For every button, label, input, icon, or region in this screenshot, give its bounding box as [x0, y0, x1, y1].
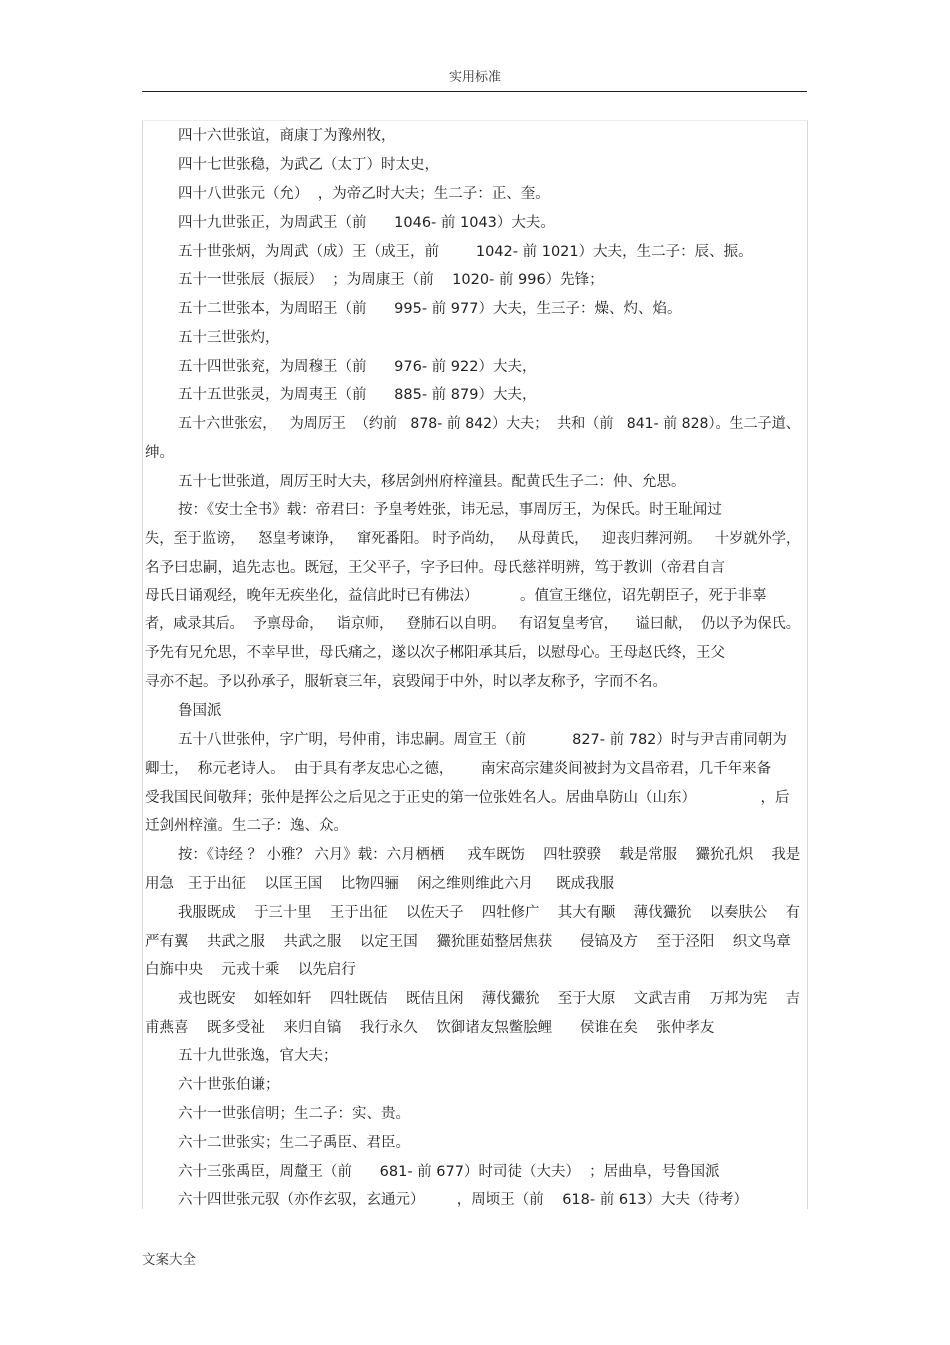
- text-line: 我服既成 于三十里 王于出征 以佐天子 四牡修广 其大有颙 薄伐玁狁 以奏肤公 有: [178, 905, 800, 921]
- text-line: 名予曰忠嗣，追先志也。既冠，王父平子，字予曰仲。母氏慈祥明辨，笃于教训（帝君自言: [145, 560, 725, 576]
- text-line: 四十七世张稳，为武乙（太丁）时太史，: [178, 157, 439, 173]
- text-line: 者，咸录其后。 予禀母命， 诣京师， 登肺石以自明。 有诏复皇考官， 谥曰献， 仍以予为保氏。: [145, 616, 800, 632]
- header-divider: [142, 91, 807, 92]
- text-line: 六十三张禹臣，周釐王（前 681- 前 677）时司徒（大夫） ；居曲阜，号鲁国派: [178, 1164, 720, 1180]
- text-line: 母氏日诵观经，晚年无疾坐化，益信此时已有佛法） 。值宣王继位，诏先朝臣子，死于非辜: [145, 588, 767, 604]
- text-line: 绅。: [145, 445, 174, 461]
- text-line: 白旆中央 元戎十乘 以先启行: [145, 962, 356, 978]
- text-line: 用急 王于出征 以匡王国 比物四骊 闲之维则维此六月 既成我服: [145, 876, 615, 892]
- page-footer-text: 文案大全: [142, 1252, 196, 1268]
- text-line: 严有翼 共武之服 共武之服 以定王国 玁狁匪茹整居焦获 侵镐及方 至于泾阳 织文鸟章: [145, 934, 791, 950]
- page-header-title: 实用标准: [448, 70, 501, 85]
- text-line: 六十四世张元驭（亦作玄驭，玄通元） ，周顷王（前 618- 前 613）大夫（待考）: [178, 1192, 749, 1208]
- text-line: 甫燕喜 既多受祉 来归自镐 我行永久 饮御诸友炰鳖脍鲤 侯谁在矣 张仲孝友: [145, 1020, 715, 1036]
- text-line: 五十六世张宏， 为周厉王 （约前 878- 前 842）大夫； 共和（前 841- 前 828）。生二子道、: [178, 416, 800, 432]
- text-line: 五十七世张道，周厉王时大夫，移居剑州府梓潼县。配黄氏生子二：仲、允思。: [178, 474, 686, 490]
- text-line: 四十八世张元（允） ，为帝乙时大夫；生二子：正、奎。: [178, 186, 550, 202]
- text-line: 失，至于监谤， 怒皇考谏诤， 窜死番阳。 时予尚幼， 从母黄氏， 迎丧归葬河朔。 十岁就外学，: [145, 531, 801, 547]
- text-line: 六十世张伯谦；: [178, 1077, 280, 1093]
- text-line: 四十九世张正，为周武王（前 1046- 前 1043）大夫。: [178, 215, 555, 231]
- text-line: 四十六世张谊，商康丁为豫州牧，: [178, 128, 396, 144]
- text-line: 戎也既安 如轾如轩 四牡既佶 既佶且闲 薄伐玁狁 至于大原 文武吉甫 万邦为宪 吉: [178, 991, 800, 1007]
- text-line: 五十四世张兖，为周穆王（前 976- 前 922）大夫，: [178, 359, 537, 375]
- text-line: 五十世张炳，为周武（成）王（成王，前 1042- 前 1021）大夫，生二子：辰、振。: [178, 244, 753, 260]
- text-line: 寻亦不起。予以孙承子，服斩衰三年，哀毁闻于中外，时以孝友称予，字而不名。: [145, 674, 667, 690]
- text-line: 迁剑州梓潼。生二子：逸、众。: [145, 818, 348, 834]
- text-line: 五十三世张灼，: [178, 330, 280, 346]
- text-line: 五十九世张逸，官大夫；: [178, 1048, 338, 1064]
- text-line: 五十八世张仲，字广明，号仲甫，讳忠嗣。周宣王（前 827- 前 782）时与尹吉甫同朝为: [178, 732, 787, 748]
- text-line: 五十五世张灵，为周夷王（前 885- 前 879）大夫，: [178, 387, 537, 403]
- text-line: 五十二世张本，为周昭王（前 995- 前 977）大夫，生三子：燥、灼、焰。: [178, 301, 682, 317]
- text-line: 受我国民间敬拜；张仲是挥公之后见之于正史的第一位张姓名人。居曲阜防山（山东） ，后: [145, 790, 790, 806]
- text-line: 按：《安士全书》载：帝君曰：予皇考姓张，讳无忌，事周厉王，为保氏。时王耻闻过: [178, 502, 722, 518]
- text-line: 按：《诗经 ？ 小雅？ 六月》载：六月栖栖 戎车既饬 四牡骙骙 载是常服 玁狁孔炽 我是: [178, 847, 801, 863]
- text-line: 予先有兄允思，不幸早世，母氏痛之，遂以次子郴阳承其后，以慰母心。王母赵氏终，王父: [145, 645, 725, 661]
- text-line: 卿士， 称元老诗人。 由于具有孝友忠心之德， 南宋高宗建炎间被封为文昌帝君，几千年来备: [145, 761, 772, 777]
- text-line: 六十一世张信明；生二子：实、贵。: [178, 1106, 410, 1122]
- text-line: 五十一世张辰（振辰） ；为周康王（前 1020- 前 996）先锋；: [178, 272, 604, 288]
- text-line: 鲁国派: [178, 703, 222, 719]
- text-line: 六十二世张实；生二子禹臣、君臣。: [178, 1135, 410, 1151]
